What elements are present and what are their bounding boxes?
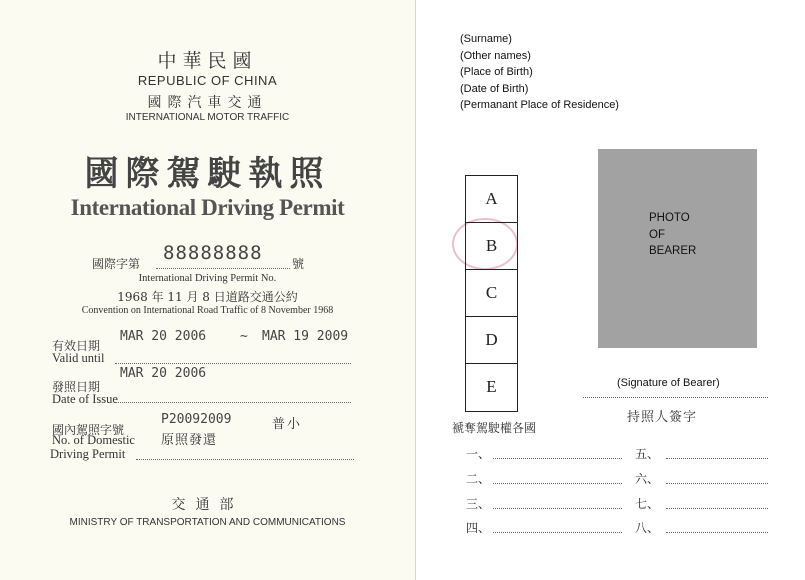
country-row-4-line (493, 532, 622, 533)
signature-label-english: (Signature of Bearer) (617, 377, 720, 389)
issue-label-english: Date of Issue (52, 392, 118, 406)
ministry-english: MINISTRY OF TRANSPORTATION AND COMMUNICATIONS (69, 517, 346, 528)
issue-label-chinese: 發照日期 (52, 380, 101, 394)
category-c: C (466, 270, 517, 317)
permit-title-english: International Driving Permit (70, 195, 345, 220)
country-row-7-label: 七、 (635, 497, 660, 511)
country-row-8-line (666, 532, 768, 533)
permit-number-line (156, 268, 290, 269)
country-row-3-line (493, 508, 622, 509)
valid-line (115, 363, 351, 364)
permit-number-suffix: 號 (292, 257, 305, 271)
category-b: B (466, 223, 517, 270)
country-row-6-line (666, 483, 768, 484)
country-row-1-label: 一、 (466, 447, 491, 461)
valid-label-chinese: 有效日期 (52, 339, 101, 353)
convention-chinese: 1968 年 11 月 8 日道路交通公約 (117, 290, 298, 304)
traffic-title-english: INTERNATIONAL MOTOR TRAFFIC (125, 112, 290, 123)
convention-english: Convention on International Road Traffic of 8 November 1968 (81, 305, 334, 316)
country-name-english: REPUBLIC OF CHINA (137, 73, 278, 88)
permit-number-prefix: 國際字第 (92, 257, 141, 271)
valid-to-date: MAR 19 2009 (262, 329, 349, 344)
issue-date: MAR 20 2006 (120, 366, 207, 381)
field-place-of-birth: (Place of Birth) (460, 66, 533, 78)
field-date-of-birth: (Date of Birth) (460, 83, 529, 95)
traffic-title-chinese: 國際汽車交通 (147, 95, 268, 111)
permit-number-value: 88888888 (163, 242, 263, 264)
valid-separator: ~ (240, 329, 248, 344)
permit-number-label: International Driving Permit No. (138, 273, 277, 284)
domestic-class: 普小 (272, 417, 303, 432)
ministry-chinese: 交通部 (171, 497, 244, 513)
signature-line (583, 397, 768, 398)
country-row-2-line (493, 483, 622, 484)
country-row-5-line (666, 458, 768, 459)
domestic-number: P20092009 (161, 412, 232, 427)
domestic-line (136, 459, 354, 460)
category-d: D (466, 317, 517, 364)
country-row-4-label: 四、 (466, 521, 491, 535)
country-row-1-line (493, 458, 622, 459)
issue-line (115, 402, 351, 403)
country-row-6-label: 六、 (635, 472, 660, 486)
domestic-status: 原照發還 (161, 433, 218, 448)
field-residence: (Permanant Place of Residence) (460, 99, 619, 111)
domestic-label-chinese: 國內駕照字號 (52, 423, 125, 437)
country-row-8-label: 八、 (635, 521, 660, 535)
permit-title-chinese: 國際駕駛執照 (84, 154, 331, 194)
domestic-label-english-1: No. of Domestic (52, 433, 135, 447)
category-a: A (466, 176, 517, 223)
valid-from-date: MAR 20 2006 (120, 329, 207, 344)
country-row-7-line (666, 508, 768, 509)
photo-placeholder-text: PHOTO OF BEARER (649, 212, 697, 257)
vehicle-category-box (465, 175, 518, 412)
country-row-5-label: 五、 (635, 447, 660, 461)
country-row-3-label: 三、 (466, 497, 491, 511)
revoked-countries-title: 褫奪駕駛權各國 (452, 421, 537, 435)
field-surname: (Surname) (460, 33, 512, 45)
country-row-2-label: 二、 (466, 472, 491, 486)
field-other-names: (Other names) (460, 50, 531, 62)
country-name-chinese: 中華民國 (157, 50, 258, 72)
signature-label-chinese: 持照人簽字 (627, 410, 698, 425)
domestic-label-english-2: Driving Permit (50, 447, 126, 461)
category-e: E (486, 377, 497, 396)
bearer-photo-box (598, 149, 757, 348)
valid-label-english: Valid until (52, 351, 105, 365)
